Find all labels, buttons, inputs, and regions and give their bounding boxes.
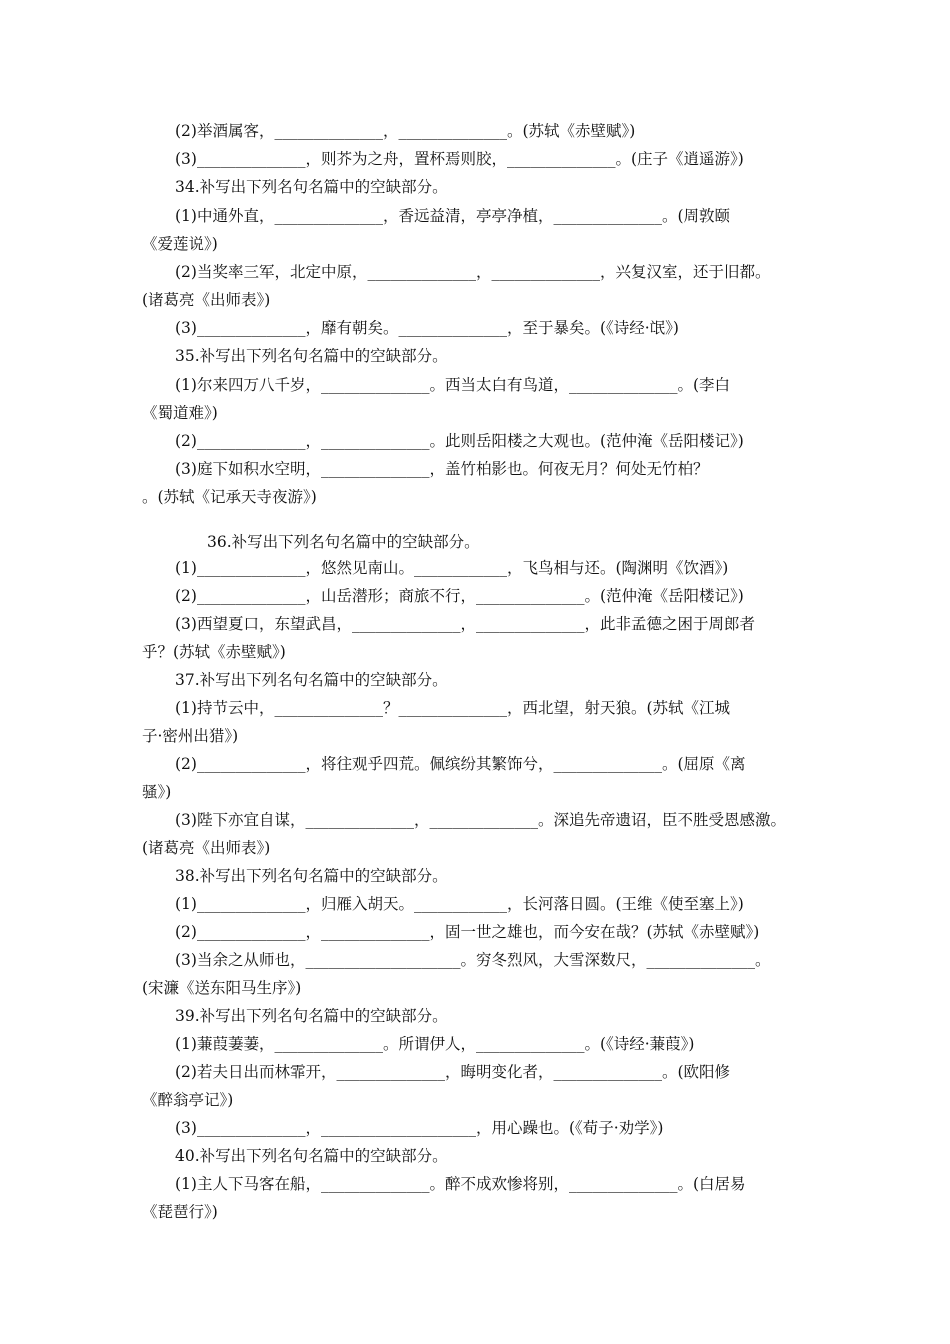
- line-q39-2: (2)若夫日出而林霏开，______________，晦明变化者，______________。(欧阳修: [175, 1063, 731, 1081]
- question-37-heading: 37.补写出下列名句名篇中的空缺部分。: [175, 671, 448, 689]
- line-q38-1: (1)______________，归雁入胡天。____________，长河落日圆。(王维《使至塞上》): [175, 895, 744, 913]
- line-q36-3-cont: 乎？(苏轼《赤壁赋》): [142, 643, 286, 661]
- line-q35-3-cont: 。(苏轼《记承天寺夜游》): [142, 488, 317, 506]
- line-q37-2: (2)______________，将往观乎四荒。佩缤纷其繁饰兮，______________。(屈原《离: [175, 755, 746, 773]
- line-q38-3: (3)当余之从师也，____________________。穷冬烈风，大雪深数尺，______________。: [175, 951, 771, 969]
- line-q33-2: (2)举酒属客，______________，______________。(苏轼《赤壁赋》): [175, 122, 636, 140]
- line-q36-3: (3)西望夏口，东望武昌，______________，______________，此非孟德之困于周郎者: [175, 615, 755, 633]
- line-q34-2-cont: (诸葛亮《出师表》): [142, 291, 271, 309]
- question-40-heading: 40.补写出下列名句名篇中的空缺部分。: [175, 1147, 448, 1165]
- line-q36-2: (2)______________，山岳潜形；商旅不行，______________。(范仲淹《岳阳楼记》): [175, 587, 744, 605]
- question-36-heading: 36.补写出下列名句名篇中的空缺部分。: [207, 533, 480, 551]
- line-q37-1: (1)持节云中，______________？______________，西北望，射天狼。(苏轼《江城: [175, 699, 731, 717]
- question-38-heading: 38.补写出下列名句名篇中的空缺部分。: [175, 867, 448, 885]
- line-q34-2: (2)当奖率三军，北定中原，______________，______________，兴复汉室，还于旧都。: [175, 263, 771, 281]
- line-q39-3: (3)______________，____________________，用心躁也。(《荀子·劝学》): [175, 1119, 664, 1137]
- line-q39-2-cont: 《醉翁亭记》): [142, 1091, 234, 1109]
- line-q37-2-cont: 骚》): [142, 783, 172, 801]
- line-q40-1: (1)主人下马客在船，______________。醉不成欢惨将别，______________。(白居易: [175, 1175, 746, 1193]
- line-q37-3-cont: (诸葛亮《出师表》): [142, 839, 271, 857]
- question-34-heading: 34.补写出下列名句名篇中的空缺部分。: [175, 178, 448, 196]
- line-q34-3: (3)______________，靡有朝矣。______________，至于暴矣。(《诗经·氓》): [175, 319, 679, 337]
- line-q35-3: (3)庭下如积水空明，______________，盖竹柏影也。何夜无月？何处无竹柏？: [175, 460, 709, 478]
- line-q35-2: (2)______________，______________。此则岳阳楼之大观也。(范仲淹《岳阳楼记》): [175, 432, 744, 450]
- line-q35-1: (1)尔来四万八千岁，______________。西当太白有鸟道，______________。(李白: [175, 376, 731, 394]
- line-q39-1: (1)蒹葭萋萋，______________。所谓伊人，______________。(《诗经·蒹葭》): [175, 1035, 695, 1053]
- question-35-heading: 35.补写出下列名句名篇中的空缺部分。: [175, 347, 448, 365]
- line-q34-1-cont: 《爱莲说》): [142, 235, 218, 253]
- question-39-heading: 39.补写出下列名句名篇中的空缺部分。: [175, 1007, 448, 1025]
- line-q34-1: (1)中通外直，______________，香远益清，亭亭净植，______________。(周敦颐: [175, 207, 731, 225]
- line-q37-1-cont: 子·密州出猎》): [142, 727, 239, 745]
- line-q35-1-cont: 《蜀道难》): [142, 404, 218, 422]
- line-q36-1: (1)______________，悠然见南山。____________，飞鸟相与还。(陶渊明《饮酒》): [175, 559, 729, 577]
- line-q33-3: (3)______________，则芥为之舟，置杯焉则胶，______________。(庄子《逍遥游》): [175, 150, 744, 168]
- line-q38-2: (2)______________，______________，固一世之雄也，而今安在哉？(苏轼《赤壁赋》): [175, 923, 760, 941]
- line-q37-3: (3)陛下亦宜自谋，______________，______________。深追先帝遗诏，臣不胜受恩感激。: [175, 811, 786, 829]
- line-q38-3-cont: (宋濂《送东阳马生序》): [142, 979, 302, 997]
- line-q40-1-cont: 《琵琶行》): [142, 1203, 218, 1221]
